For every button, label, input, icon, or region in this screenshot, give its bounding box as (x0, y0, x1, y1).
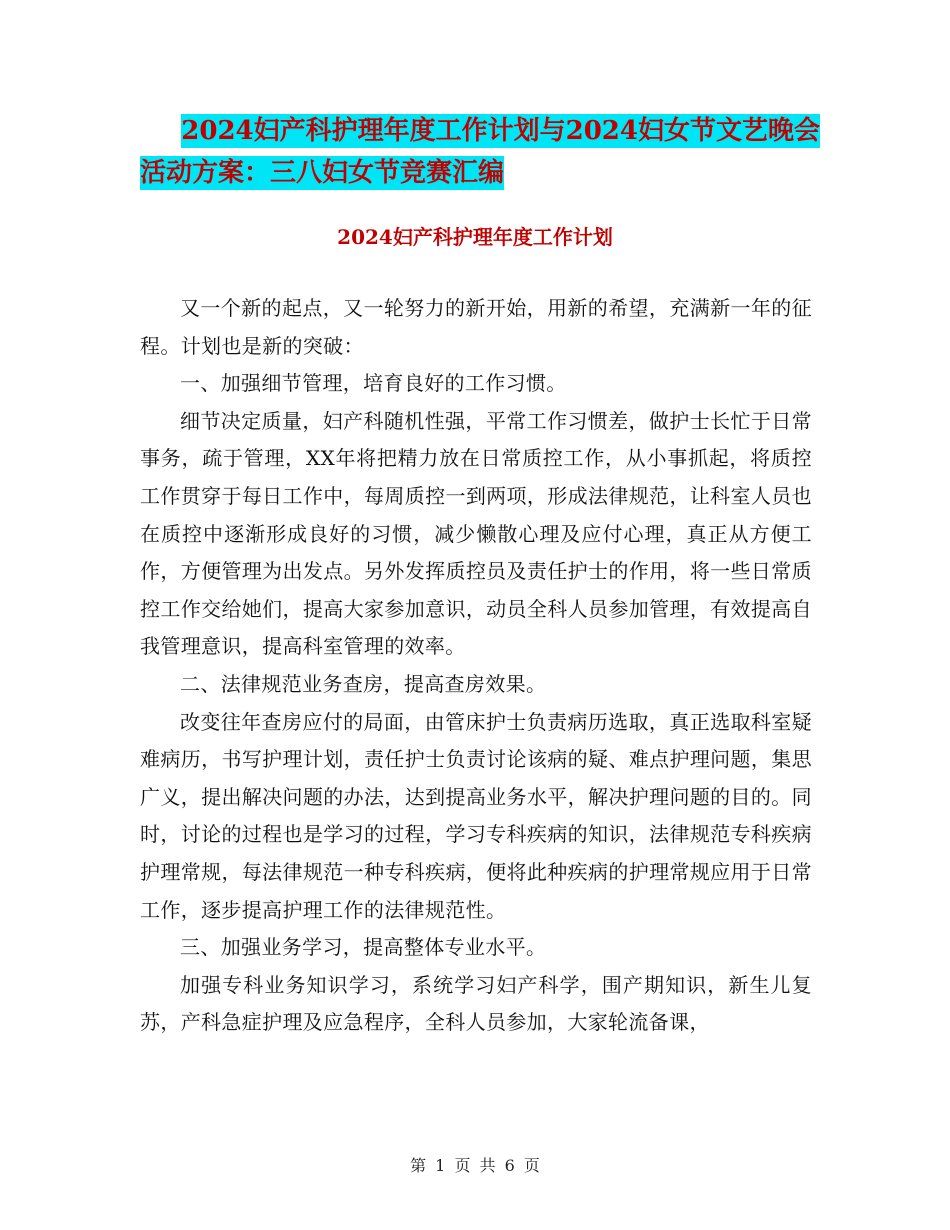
title-line-2-text: 活动方案：三八妇女节竞赛汇编 (140, 158, 505, 188)
page-footer: 第 1 页 共 6 页 (410, 1156, 540, 1175)
paragraph: 细节决定质量，妇产科随机性强，平常工作习惯差，做护士长忙于日常事务，疏于管理，XX年将把精力放在日常质控工作，从小事抓起，将质控工作贯穿于每日工作中，每周质控一到两项，形成法律规范，让科室人员也在质控中逐渐形成良好的习惯，减少懒散心理及应付心理，真正从方便工作，方便管理为出发点。另外发挥质控员及责任护士的作用，将一些日常质控工作交给她们，提高大家参加意识，动员全科人员参加管理，有效提高自我管理意识，提高科室管理的效率。 (140, 408, 812, 659)
paragraph: 一、加强细节管理，培育良好的工作习惯。 (180, 371, 567, 396)
title-line-1-text: 2024妇产科护理年度工作计划与2024妇女节文艺晚会 (181, 116, 820, 146)
paragraph: 三、加强业务学习，提高整体专业水平。 (180, 935, 547, 960)
paragraph: 加强专科业务知识学习，系统学习妇产科学，围产期知识，新生儿复苏，产科急症护理及应急程序，全科人员参加，大家轮流备课， (140, 972, 812, 1035)
title-line-1 (140, 110, 820, 152)
document-body (140, 290, 812, 1042)
section-heading: 2024妇产科护理年度工作计划 (337, 225, 613, 249)
document-title (140, 110, 820, 194)
paragraph: 又一个新的起点，又一轮努力的新开始，用新的希望，充满新一年的征程。计划也是新的突破： (140, 296, 812, 358)
title-line-2 (140, 152, 820, 194)
paragraph: 二、法律规范业务查房，提高查房效果。 (180, 671, 547, 696)
paragraph: 改变往年查房应付的局面，由管床护士负责病历选取，真正选取科室疑难病历，书写护理计划，责任护士负责讨论该病的疑、难点护理问题，集思广义，提出解决问题的办法，达到提高业务水平，解决护理问题的目的。同时，讨论的过程也是学习的过程，学习专科疾病的知识，法律规范专科疾病护理常规，每法律规范一种专科疾病，便将此种疾病的护理常规应用于日常工作，逐步提高护理工作的法律规范性。 (140, 709, 812, 922)
